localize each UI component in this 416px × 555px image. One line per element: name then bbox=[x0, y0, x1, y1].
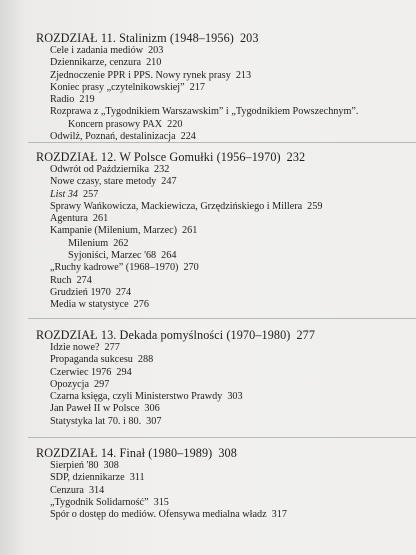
entry-page: 270 bbox=[183, 262, 199, 274]
entry-page: 232 bbox=[154, 164, 170, 175]
chapter-title bbox=[36, 150, 411, 164]
chapter-title bbox=[36, 328, 411, 342]
chapter-13 bbox=[36, 328, 411, 428]
chapter-title bbox=[36, 446, 411, 460]
entry-page: 217 bbox=[189, 81, 205, 93]
entry-text: Media w statystyce bbox=[50, 299, 129, 311]
entry-text: Syjoniści, Marzec '68 bbox=[68, 250, 157, 262]
entry-text: „Tygodnik Solidarność” bbox=[50, 496, 149, 508]
chapter-11 bbox=[36, 31, 411, 143]
toc-entry bbox=[36, 57, 411, 69]
entry-text: Grudzień 1970 bbox=[50, 286, 111, 298]
entry-page: 311 bbox=[129, 472, 145, 484]
entry-page: 308 bbox=[103, 460, 119, 471]
entry-text: Sprawy Wańkowicza, Mackiewicza, Grzędzińskiego i Millera bbox=[50, 200, 303, 212]
entry-page: 261 bbox=[182, 225, 198, 237]
toc-entry bbox=[36, 213, 411, 225]
entry-page: 307 bbox=[146, 415, 162, 427]
entry-page: 203 bbox=[148, 45, 164, 56]
toc-entry bbox=[36, 201, 411, 213]
entry-page: 317 bbox=[271, 509, 287, 521]
toc-entry bbox=[36, 416, 411, 428]
toc-entry bbox=[36, 497, 411, 509]
entry-text: Koncern prasowy PAX bbox=[68, 118, 163, 130]
entry-page: 294 bbox=[116, 366, 132, 378]
toc-entry bbox=[36, 70, 411, 82]
toc-entry bbox=[36, 262, 411, 274]
toc-entry bbox=[36, 45, 411, 57]
chapter-title bbox=[36, 31, 411, 45]
entry-page: 277 bbox=[104, 342, 120, 353]
entry-page: 210 bbox=[146, 57, 162, 69]
entry-page: 220 bbox=[167, 118, 183, 130]
entry-text: Jan Paweł II w Polsce bbox=[50, 403, 140, 415]
toc-entry bbox=[36, 342, 411, 354]
entry-page: 297 bbox=[94, 378, 110, 390]
toc-entry bbox=[36, 164, 411, 176]
toc-entry bbox=[36, 472, 411, 484]
entry-text: Odwilż, Poznań, destalinizacja bbox=[50, 131, 176, 143]
toc-entry bbox=[36, 379, 411, 391]
chapter-12 bbox=[36, 150, 411, 312]
entry-page: 288 bbox=[137, 354, 154, 366]
entry-page: 262 bbox=[113, 237, 129, 249]
toc-entry bbox=[36, 485, 411, 497]
toc-subentry bbox=[36, 250, 411, 262]
toc-entry bbox=[36, 106, 411, 118]
toc-entry bbox=[36, 509, 411, 521]
entry-page: 213 bbox=[235, 69, 252, 81]
toc-entry bbox=[36, 176, 411, 188]
entry-text: Spór o dostęp do mediów. Ofensywa medialna władz bbox=[50, 509, 267, 521]
toc-entry bbox=[36, 299, 411, 311]
entry-text: Cenzura bbox=[50, 484, 84, 496]
toc-entry bbox=[36, 367, 411, 379]
entry-text: Kampanie (Milenium, Marzec) bbox=[50, 225, 178, 237]
toc-entry bbox=[36, 225, 411, 237]
entry-text: „Ruchy kadrowe” (1968–1970) bbox=[50, 262, 179, 274]
toc-entry bbox=[36, 460, 411, 472]
entry-page: 314 bbox=[88, 484, 105, 496]
entry-text: Ruch bbox=[50, 274, 72, 286]
chapter-14 bbox=[36, 446, 411, 521]
entry-text: Idzie nowe? bbox=[50, 342, 100, 353]
toc-entry bbox=[36, 275, 411, 287]
toc-entry bbox=[36, 287, 411, 299]
entry-text: Propaganda sukcesu bbox=[50, 354, 133, 366]
entry-text: Sierpień '80 bbox=[50, 460, 99, 471]
toc-subentry bbox=[36, 238, 411, 250]
entry-page: 274 bbox=[115, 286, 132, 298]
entry-text: Radio bbox=[50, 94, 75, 106]
chapter-title-text: ROZDZIAŁ 13. Dekada pomyślności (1970–1980) bbox=[36, 328, 291, 342]
entry-text: Czerwiec 1976 bbox=[50, 366, 112, 378]
entry-text: Cele i zadania mediów bbox=[50, 45, 144, 56]
chapter-page: 232 bbox=[286, 150, 306, 164]
toc-entry bbox=[36, 189, 411, 201]
entry-text: Czarna księga, czyli Ministerstwo Prawdy bbox=[50, 391, 223, 403]
section-divider bbox=[28, 142, 416, 143]
chapter-page: 203 bbox=[239, 31, 259, 45]
entry-text: List 34 bbox=[50, 188, 79, 200]
entry-text: Rozprawa z „Tygodnikiem Warszawskim” i „Tygodnikiem Powszechnym”. bbox=[50, 106, 359, 118]
chapter-page: 308 bbox=[218, 446, 237, 460]
entry-page: 257 bbox=[83, 188, 99, 200]
chapter-title-text: ROZDZIAŁ 11. Stalinizm (1948–1956) bbox=[36, 31, 234, 45]
entry-page: 264 bbox=[161, 250, 177, 262]
entry-text: Odwrót od Października bbox=[50, 164, 150, 175]
entry-page: 276 bbox=[133, 299, 149, 311]
entry-page: 247 bbox=[161, 176, 177, 188]
chapter-title-text: ROZDZIAŁ 14. Finał (1980–1989) bbox=[36, 446, 213, 460]
toc-entry bbox=[36, 391, 411, 403]
entry-page: 274 bbox=[76, 274, 92, 286]
entry-text: Koniec prasy „czytelnikowskiej” bbox=[50, 81, 185, 93]
toc-entry bbox=[36, 94, 411, 106]
entry-page: 306 bbox=[144, 403, 160, 415]
entry-page: 303 bbox=[227, 391, 243, 403]
entry-page: 219 bbox=[79, 94, 95, 106]
entry-text: SDP, dziennikarze bbox=[50, 472, 125, 484]
chapter-title-text: ROZDZIAŁ 12. W Polsce Gomułki (1956–1970) bbox=[36, 150, 281, 164]
chapter-page: 277 bbox=[296, 328, 316, 342]
entry-page: 224 bbox=[180, 131, 196, 143]
entry-text: Opozycja bbox=[50, 378, 90, 390]
entry-page: 261 bbox=[92, 213, 109, 225]
toc-entry bbox=[36, 403, 411, 415]
toc-entry-continued bbox=[36, 119, 411, 131]
entry-text: Agentura bbox=[50, 213, 88, 225]
entry-page: 259 bbox=[307, 200, 323, 212]
toc-entry bbox=[36, 354, 411, 366]
entry-text: Zjednoczenie PPR i PPS. Nowy rynek prasy bbox=[50, 69, 231, 81]
entry-text: Milenium bbox=[68, 237, 109, 249]
entry-text: Nowe czasy, stare metody bbox=[50, 176, 157, 188]
entry-text: Statystyka lat 70. i 80. bbox=[50, 415, 142, 427]
toc-entry bbox=[36, 82, 411, 94]
section-divider bbox=[28, 437, 416, 438]
section-divider bbox=[28, 318, 416, 319]
entry-page: 315 bbox=[153, 496, 169, 508]
entry-text: Dziennikarze, cenzura bbox=[50, 57, 142, 69]
